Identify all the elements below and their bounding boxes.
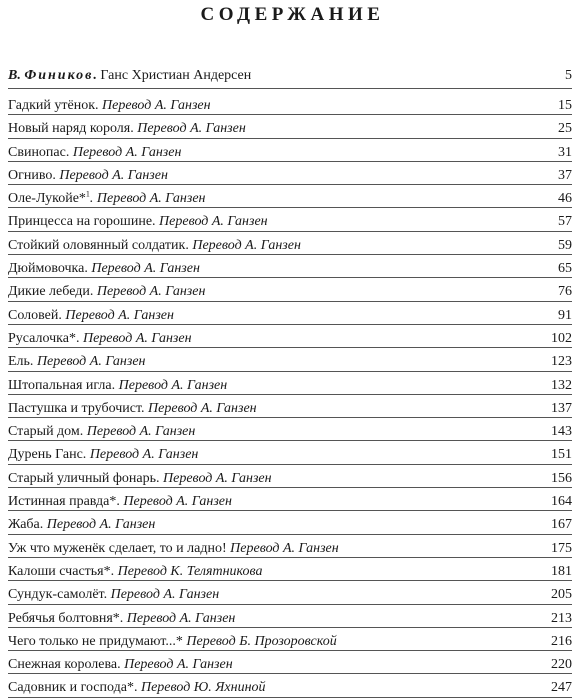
toc-entry-row — [8, 676, 572, 699]
entry-translator: Перевод А. Ганзен — [123, 494, 232, 510]
entry-translator: Перевод А. Ганзен — [96, 284, 206, 300]
entry-page-number: 167 — [551, 517, 572, 533]
entry-page-number: 175 — [551, 540, 572, 556]
row-divider — [8, 464, 572, 465]
entry-translator: Перевод А. Ганзен — [59, 167, 168, 183]
toc-entry-row — [8, 257, 572, 280]
entry-page-number: 181 — [551, 563, 572, 579]
entry-title: Новый наряд короля. — [8, 121, 134, 137]
toc-entry-row — [8, 210, 572, 233]
row-divider — [8, 277, 572, 278]
entry-translator: Перевод К. Телятникова — [117, 563, 263, 579]
row-divider — [8, 534, 572, 535]
entry-translator: Перевод А. Ганзен — [192, 237, 301, 253]
toc-entry-row — [8, 560, 572, 583]
toc-entry-row — [8, 397, 572, 420]
toc-entry-row — [8, 537, 572, 560]
row-divider — [8, 557, 572, 558]
entry-title: Дикие лебеди. — [8, 284, 94, 300]
entry-page-number: 216 — [551, 633, 572, 649]
intro-page-number: 5 — [565, 68, 572, 83]
row-divider — [8, 650, 572, 651]
row-divider — [8, 114, 572, 115]
toc-intro-text: В. Фиников. Ганс Христиан Андерсен — [8, 68, 252, 83]
entry-translator: Перевод А. Ганзен — [137, 121, 246, 137]
entry-translator: Перевод А. Ганзен — [36, 354, 146, 370]
entry-translator: Перевод А. Ганзен — [82, 330, 192, 346]
row-divider — [8, 440, 572, 441]
row-divider — [8, 254, 572, 255]
entry-page-number: 57 — [558, 214, 572, 230]
toc-entry-row — [8, 234, 572, 257]
entry-page-number: 123 — [551, 354, 572, 370]
entry-page-number: 164 — [551, 494, 572, 510]
entry-title: Сундук-самолёт. — [8, 587, 108, 603]
entry-page-number: 143 — [551, 424, 572, 440]
toc-entry-row — [8, 653, 572, 676]
entry-translator: Перевод А. Ганзен — [230, 540, 339, 556]
row-divider — [8, 324, 572, 325]
intro-author-initial: В. — [8, 68, 21, 83]
entry-page-number: 65 — [558, 261, 572, 277]
toc-entry-row — [8, 164, 572, 187]
toc-entry-row — [8, 513, 572, 536]
entry-title: Истинная правда*. — [8, 494, 120, 510]
entry-page-number: 213 — [551, 610, 572, 626]
row-divider — [8, 627, 572, 628]
entry-title: Русалочка*. — [8, 330, 80, 346]
row-divider — [8, 697, 572, 698]
entry-page-number: 220 — [551, 657, 572, 673]
entry-page-number: 59 — [558, 237, 572, 253]
entry-translator: Перевод А. Ганзен — [163, 470, 272, 486]
toc-entry-row — [8, 443, 572, 466]
entry-translator: Перевод А. Ганзен — [65, 307, 174, 323]
entry-title: Пастушка и трубочист. — [8, 400, 145, 416]
entry-title: Снежная королева. — [8, 657, 121, 673]
row-divider — [8, 604, 572, 605]
entry-translator: Перевод Б. Прозоровской — [186, 633, 337, 649]
entry-page-number: 102 — [551, 330, 572, 346]
entry-title: Принцесса на горошине. — [8, 214, 156, 230]
entry-page-number: 31 — [558, 144, 572, 160]
toc-entry-row — [8, 420, 572, 443]
entry-translator: Перевод А. Ганзен — [118, 377, 228, 393]
toc-entry-row — [8, 280, 572, 303]
row-divider — [8, 88, 572, 89]
row-divider — [8, 138, 572, 139]
entry-title: Дурень Ганс. — [8, 447, 87, 463]
toc-entry-row — [8, 630, 572, 653]
toc-entry-row — [8, 490, 572, 513]
entry-title: Старый дом. — [8, 424, 84, 440]
row-divider — [8, 347, 572, 348]
row-divider — [8, 673, 572, 674]
entry-translator: Перевод А. Ганзен — [89, 447, 199, 463]
entry-title: Чего только не придумают...* — [8, 633, 183, 649]
row-divider — [8, 301, 572, 302]
intro-author-name: Фиников — [24, 68, 94, 83]
entry-page-number: 76 — [558, 284, 572, 300]
entry-title: Стойкий оловянный солдатик. — [8, 237, 189, 253]
entry-title: Калоши счастья*. — [8, 563, 115, 579]
entry-title: Соловей. — [8, 307, 62, 323]
entry-translator: Перевод А. Ганзен — [86, 424, 196, 440]
entry-page-number: 91 — [558, 307, 572, 323]
row-divider — [8, 487, 572, 488]
entry-translator: Перевод А. Ганзен — [102, 98, 211, 113]
toc-entry-row — [8, 304, 572, 327]
entry-title: Уж что муженёк сделает, то и ладно! — [8, 540, 227, 556]
row-divider — [8, 580, 572, 581]
entry-page-number: 137 — [551, 400, 572, 416]
entry-title: Свинопас. — [8, 144, 70, 160]
entry-translator: Перевод А. Ганзен — [126, 610, 236, 626]
entry-title: Ребячья болтовня*. — [8, 610, 124, 626]
entry-translator: Перевод А. Ганзен — [46, 517, 156, 533]
entry-page-number: 37 — [558, 167, 572, 183]
table-of-contents — [8, 62, 572, 700]
entry-title: Дюймовочка. — [8, 261, 88, 277]
toc-entry-row — [8, 467, 572, 490]
row-divider — [8, 184, 572, 185]
entry-translator: Перевод А. Ганзен — [91, 261, 200, 277]
row-divider — [8, 417, 572, 418]
entry-title: Штопальная игла. — [8, 377, 116, 393]
toc-entry-row — [8, 187, 572, 210]
entry-title: Огниво. — [8, 167, 56, 183]
row-divider — [8, 231, 572, 232]
entry-page-number: 156 — [551, 470, 572, 486]
entry-page-number: 46 — [558, 191, 572, 207]
toc-entry-row — [8, 327, 572, 350]
toc-intro-row — [8, 62, 572, 94]
entry-title: Старый уличный фонарь. — [8, 470, 160, 486]
entry-translator: Перевод А. Ганзен — [110, 587, 220, 603]
toc-entry-row — [8, 583, 572, 606]
row-divider — [8, 207, 572, 208]
toc-entry-row — [8, 117, 572, 140]
entry-translator: Перевод А. Ганзен — [159, 214, 268, 230]
toc-entry-row — [8, 141, 572, 164]
entry-page-number: 132 — [551, 377, 572, 393]
toc-entry-row — [8, 94, 572, 117]
entry-page-number: 205 — [551, 587, 572, 603]
toc-entry-row — [8, 607, 572, 630]
entry-translator: . Перевод А. Ганзен — [89, 191, 206, 207]
entry-translator: Перевод А. Ганзен — [72, 144, 182, 160]
entry-translator: Перевод А. Ганзен — [124, 657, 233, 673]
toc-entry-row — [8, 350, 572, 373]
row-divider — [8, 371, 572, 372]
entry-title: Гадкий утёнок. — [8, 98, 99, 113]
entry-translator: Перевод А. Ганзен — [148, 400, 257, 416]
entry-title: Садовник и господа*. — [8, 680, 138, 696]
entry-page-number: 25 — [558, 121, 572, 137]
entry-footnote-mark: 1 — [85, 189, 90, 199]
row-divider — [8, 510, 572, 511]
toc-entries — [8, 94, 572, 700]
entry-translator: Перевод Ю. Яхниной — [140, 680, 266, 696]
toc-entry-row — [8, 374, 572, 397]
row-divider — [8, 161, 572, 162]
intro-title: Ганс Христиан Андерсен — [100, 68, 252, 83]
entry-page-number: 151 — [551, 447, 572, 463]
page-title: СОДЕРЖАНИЕ — [200, 4, 385, 25]
entry-title: Жаба. — [8, 517, 44, 533]
entry-title: Ель. — [8, 354, 34, 370]
entry-page-number: 247 — [551, 680, 572, 696]
entry-title: Оле-Лукойе* — [8, 191, 86, 207]
row-divider — [8, 394, 572, 395]
entry-page-number: 15 — [558, 98, 572, 113]
